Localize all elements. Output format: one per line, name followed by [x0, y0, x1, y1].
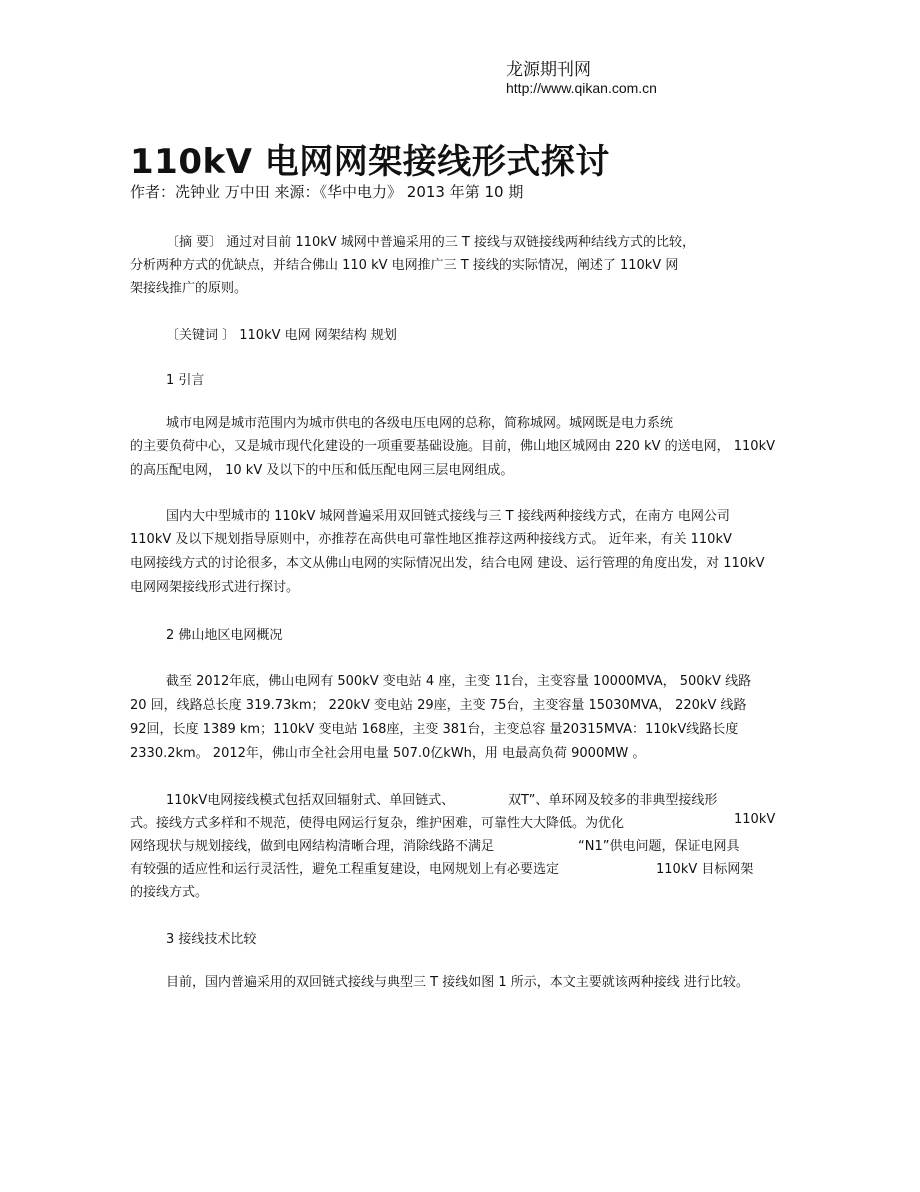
keywords: 〔关键词 〕 110kV 电网 网架结构 规划: [166, 328, 397, 343]
journal-site-url[interactable]: http://www.qikan.com.cn: [506, 80, 657, 96]
paragraph-line: 110kV: [734, 812, 776, 827]
paragraph-line: 有较强的适应性和运行灵活性，避免工程重复建设，电网规划上有必要选定: [130, 862, 560, 877]
paragraph-line: “N1”供电问题，保证电网具: [578, 839, 740, 854]
paragraph-line: 的主要负荷中心，又是城市现代化建设的一项重要基础设施。目前，佛山地区城网由 220 kV 的送电网， 110kV: [130, 439, 775, 454]
paragraph-line: 电网网架接线形式进行探讨。: [130, 580, 300, 595]
abstract-line: 〔摘 要〕 通过对目前 110kV 城网中普遍采用的三 T 接线与双链接线两种结线方式的比较，: [166, 235, 695, 250]
paragraph-line: 目前，国内普遍采用的双回链式接线与典型三 T 接线如图 1 所示，本文主要就该两种接线 进行比较。: [166, 975, 749, 990]
paragraph-line: 的接线方式。: [130, 885, 209, 900]
paragraph-line: 的高压配电网， 10 kV 及以下的中压和低压配电网三层电网组成。: [130, 463, 514, 478]
paragraph-line: 截至 2012年底，佛山电网有 500kV 变电站 4 座，主变 11台，主变容量 10000MVA， 500kV 线路: [166, 674, 752, 689]
journal-site-name: 龙源期刊网: [506, 60, 591, 80]
paragraph-line: 双T”、单环网及较多的非典型接线形: [508, 793, 718, 808]
paragraph-line: 国内大中型城市的 110kV 城网普遍采用双回链式接线与三 T 接线两种接线方式，在南方 电网公司: [166, 509, 730, 524]
section-heading: 2 佛山地区电网概况: [166, 628, 283, 643]
abstract-line: 分析两种方式的优缺点，并结合佛山 110 kV 电网推广三 T 接线的实际情况，阐述了 110kV 网: [130, 258, 679, 273]
section-heading: 3 接线技术比较: [166, 932, 257, 947]
article-byline: 作者：冼钟业 万中田 来源：《华中电力》 2013 年第 10 期: [130, 183, 524, 201]
paragraph-line: 110kV电网接线模式包括双回辐射式、单回链式、: [166, 793, 455, 808]
article-title: 110kV 电网网架接线形式探讨: [130, 142, 610, 182]
paragraph-line: 式。接线方式多样和不规范，使得电网运行复杂，维护困难，可靠性大大降低。为优化: [130, 816, 625, 831]
paragraph-line: 城市电网是城市范围内为城市供电的各级电压电网的总称，简称城网。城网既是电力系统: [166, 416, 674, 431]
paragraph-line: 20 回，线路总长度 319.73km； 220kV 变电站 29座，主变 75台，主变容量 15030MVA， 220kV 线路: [130, 698, 747, 713]
paragraph-line: 110kV 及以下规划指导原则中，亦推荐在高供电可靠性地区推荐这两种接线方式。 近年来，有关 110kV: [130, 532, 732, 547]
paragraph-line: 2330.2km。 2012年，佛山市全社会用电量 507.0亿kWh，用 电最高负荷 9000MW 。: [130, 746, 646, 761]
abstract-line: 架接线推广的原则。: [130, 281, 248, 296]
paragraph-line: 网络现状与规划接线，做到电网结构清晰合理，消除线路不满足: [130, 839, 495, 854]
paragraph-line: 电网接线方式的讨论很多，本文从佛山电网的实际情况出发，结合电网 建设、运行管理的角度出发，对 110kV: [130, 556, 765, 571]
paragraph-line: 110kV 目标网架: [656, 862, 754, 877]
paragraph-line: 92回，长度 1389 km；110kV 变电站 168座，主变 381台，主变总容 量20315MVA：110kV线路长度: [130, 722, 739, 737]
section-heading: 1 引言: [166, 373, 205, 388]
